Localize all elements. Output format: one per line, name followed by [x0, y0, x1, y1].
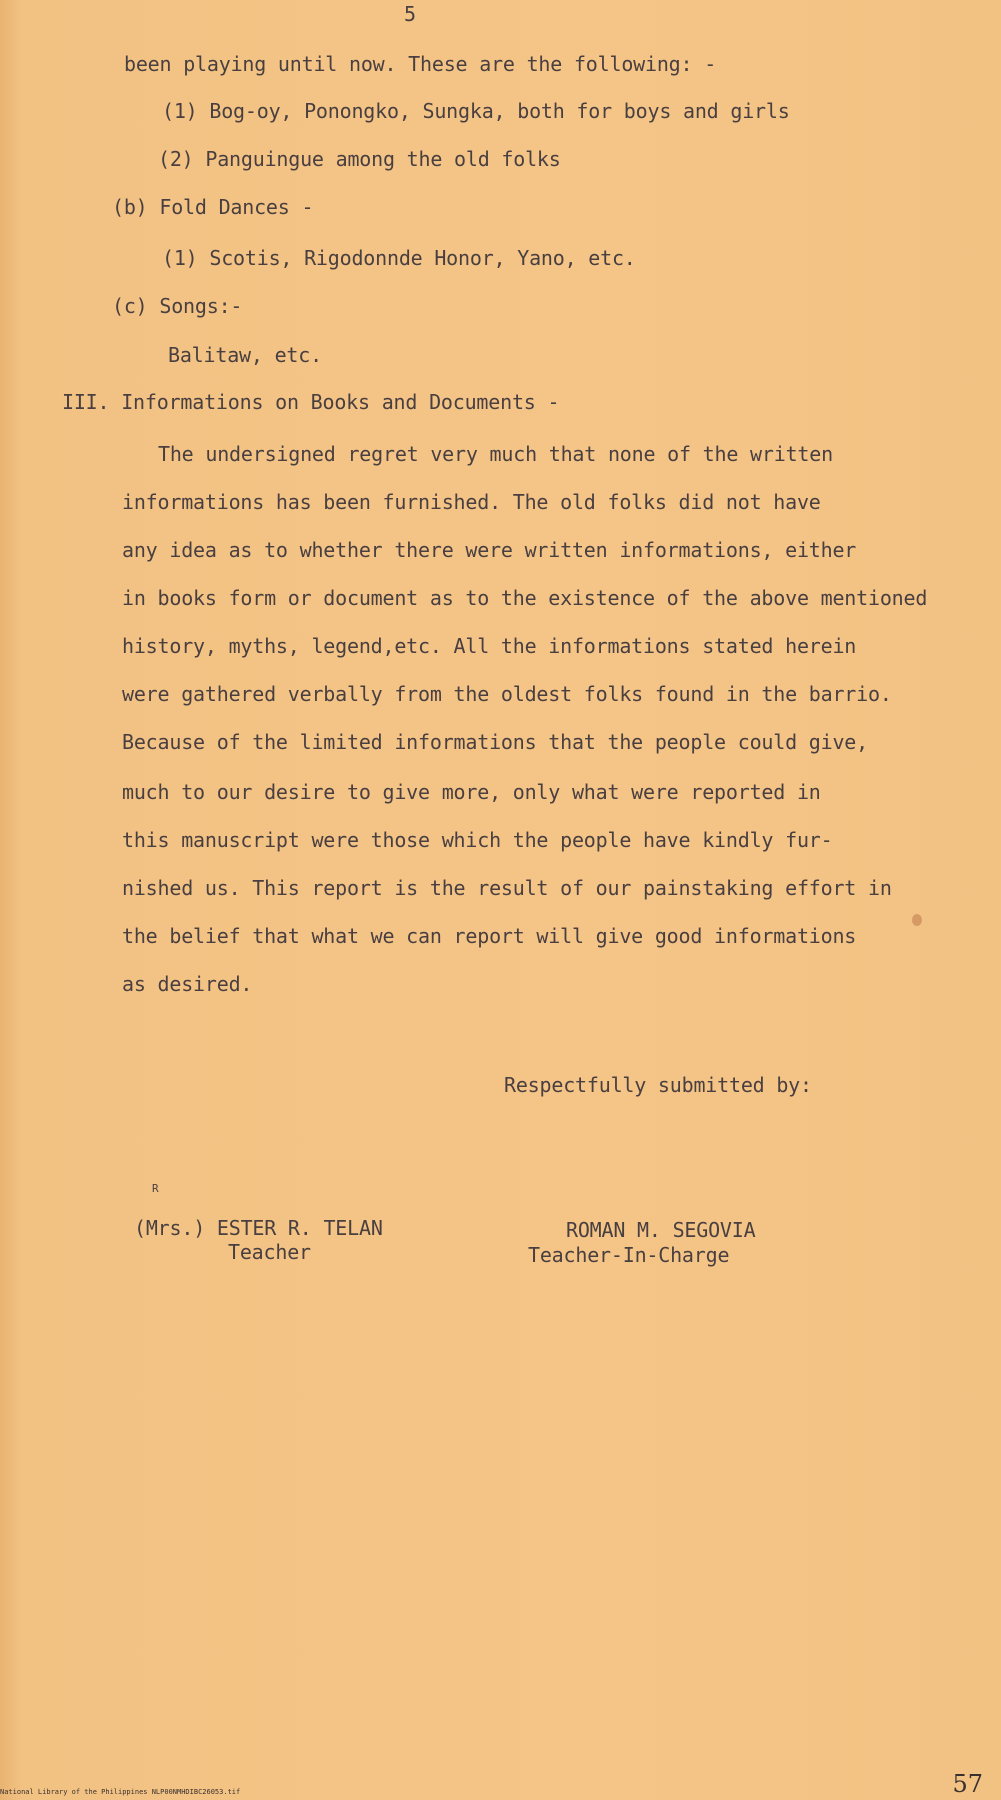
footer-caption: National Library of the Philippines NLP00NMHDIBC26053.tif	[0, 1788, 241, 1796]
text-line: the belief that what we can report will give good informations	[122, 924, 857, 948]
text-line: as desired.	[122, 972, 253, 996]
text-line: any idea as to whether there were written informations, either	[122, 538, 857, 562]
signatory-title: Teacher	[228, 1240, 311, 1264]
text-line: been playing until now. These are the following: -	[124, 52, 717, 76]
section-heading: III. Informations on Books and Documents -	[62, 390, 560, 414]
text-line: nished us. This report is the result of our painstaking effort in	[122, 876, 892, 900]
text-line: history, myths, legend,etc. All the informations stated herein	[122, 634, 857, 658]
closing-line: Respectfully submitted by:	[504, 1073, 812, 1097]
page-stamp: 57	[952, 1770, 983, 1798]
signatory-title: Teacher-In-Charge	[528, 1243, 730, 1267]
text-line: this manuscript were those which the people have kindly fur-	[122, 828, 833, 852]
signatory-name: ROMAN M. SEGOVIA	[566, 1218, 756, 1242]
text-line: much to our desire to give more, only what were reported in	[122, 780, 821, 804]
handwritten-annotation: R	[152, 1182, 159, 1195]
text-line: The undersigned regret very much that none of the written	[158, 442, 833, 466]
text-line: Balitaw, etc.	[168, 343, 322, 367]
text-line: (1) Scotis, Rigodonnde Honor, Yano, etc.	[162, 246, 636, 270]
text-line: (b) Fold Dances -	[112, 195, 314, 219]
text-line: (1) Bog-oy, Ponongko, Sungka, both for boys and girls	[162, 99, 790, 123]
text-line: (2) Panguingue among the old folks	[158, 147, 561, 171]
text-line: Because of the limited informations that the people could give,	[122, 730, 868, 754]
text-line: (c) Songs:-	[112, 294, 243, 318]
signatory-name: (Mrs.) ESTER R. TELAN	[134, 1216, 383, 1240]
stain-spot	[912, 914, 922, 926]
text-line: were gathered verbally from the oldest folks found in the barrio.	[122, 682, 892, 706]
page-number: 5	[404, 2, 416, 26]
text-line: in books form or document as to the existence of the above mentioned	[122, 586, 928, 610]
text-line: informations has been furnished. The old folks did not have	[122, 490, 821, 514]
